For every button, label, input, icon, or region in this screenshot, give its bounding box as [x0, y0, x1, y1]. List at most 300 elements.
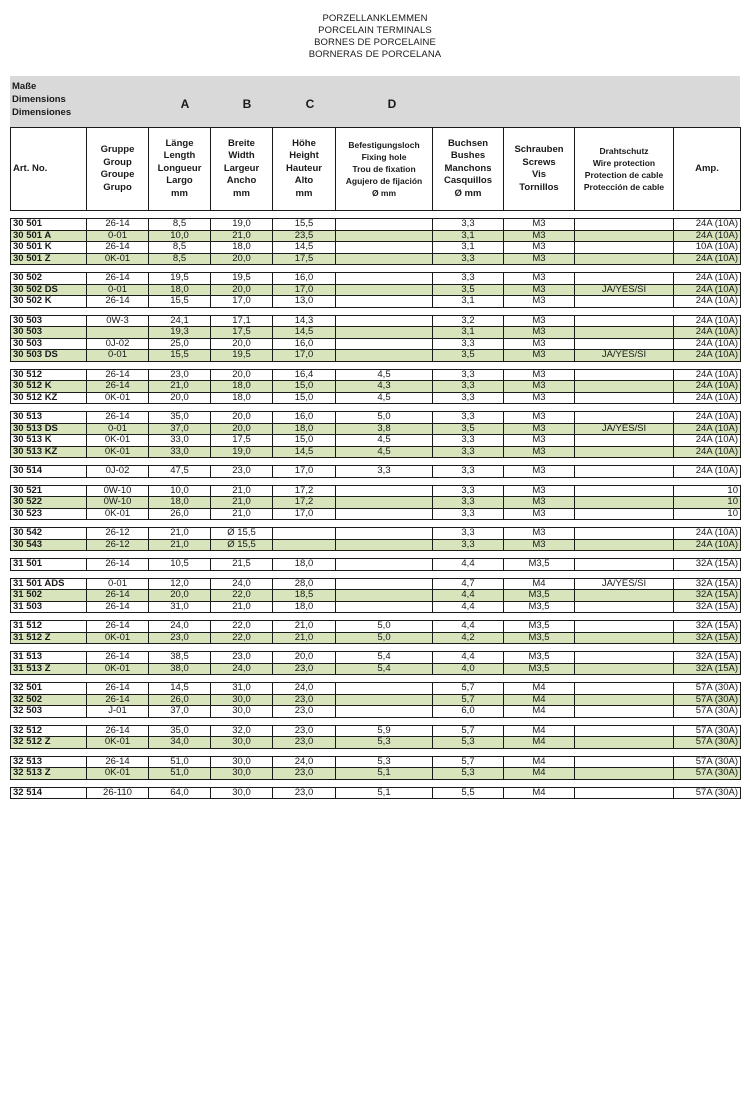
cell-screws: M3	[504, 381, 575, 393]
cell-group: 0K-01	[87, 768, 149, 780]
cell-fixing-hole	[336, 590, 433, 602]
spacer-row	[11, 644, 741, 652]
spacer-cell	[149, 361, 211, 369]
spacer-cell	[504, 717, 575, 725]
cell-wire-protection	[575, 315, 674, 327]
spacer-cell	[149, 644, 211, 652]
dimension-letter-c: C	[305, 97, 315, 111]
cell-fixing-hole	[336, 338, 433, 350]
cell-screws: M3,5	[504, 621, 575, 633]
spacer-cell	[575, 307, 674, 315]
cell-bushes: 3,3	[433, 508, 504, 520]
cell-screws: M3	[504, 497, 575, 509]
cell-wire-protection: JA/YES/SI	[575, 350, 674, 362]
cell-group: J-01	[87, 706, 149, 718]
spacer-cell	[674, 717, 741, 725]
cell-screws: M3,5	[504, 663, 575, 675]
cell-wire-protection: JA/YES/SI	[575, 578, 674, 590]
cell-group: 26-12	[87, 528, 149, 540]
cell-fixing-hole: 5,4	[336, 652, 433, 664]
table-row	[11, 694, 741, 706]
cell-screws: M4	[504, 737, 575, 749]
spacer-row	[11, 779, 741, 787]
cell-width: 21,0	[211, 601, 273, 613]
cell-height: 16,0	[273, 412, 336, 424]
cell-height: 18,0	[273, 559, 336, 571]
cell-bushes: 3,3	[433, 392, 504, 404]
cell-amp: 24A (10A)	[674, 539, 741, 551]
cell-bushes: 3,3	[433, 466, 504, 478]
cell-group: 26-110	[87, 787, 149, 799]
cell-amp: 24A (10A)	[674, 327, 741, 339]
cell-amp: 24A (10A)	[674, 273, 741, 285]
cell-group: 26-14	[87, 381, 149, 393]
cell-art-no: 32 513	[11, 756, 87, 768]
cell-screws: M3,5	[504, 601, 575, 613]
cell-bushes: 6,0	[433, 706, 504, 718]
spacer-cell	[273, 458, 336, 466]
cell-width: 18,0	[211, 242, 273, 254]
header-screws-line: Vis	[531, 169, 547, 180]
cell-width: 17,5	[211, 435, 273, 447]
cell-art-no: 32 503	[11, 706, 87, 718]
cell-width: 18,0	[211, 392, 273, 404]
table-row	[11, 508, 741, 520]
spacer-cell	[575, 717, 674, 725]
cell-group: 0K-01	[87, 253, 149, 265]
header-group	[87, 128, 149, 211]
cell-bushes: 5,7	[433, 725, 504, 737]
spacer-cell	[504, 570, 575, 578]
header-wire-protection-line: Drahtschutz	[599, 146, 649, 156]
cell-height: 16,0	[273, 338, 336, 350]
cell-amp: 32A (15A)	[674, 632, 741, 644]
cell-height: 13,0	[273, 296, 336, 308]
table-row	[11, 230, 741, 242]
cell-screws: M4	[504, 725, 575, 737]
cell-screws: M4	[504, 578, 575, 590]
spacer-cell	[87, 265, 149, 273]
spacer-row	[11, 211, 741, 219]
cell-art-no: 30 513 KZ	[11, 446, 87, 458]
cell-bushes: 5,3	[433, 768, 504, 780]
spacer-cell	[211, 361, 273, 369]
table-row	[11, 350, 741, 362]
cell-bushes: 3,3	[433, 539, 504, 551]
cell-wire-protection	[575, 601, 674, 613]
cell-wire-protection: JA/YES/SI	[575, 423, 674, 435]
cell-wire-protection	[575, 497, 674, 509]
spacer-row	[11, 477, 741, 485]
spacer-cell	[211, 265, 273, 273]
header-amp-line: Amp.	[695, 162, 719, 174]
spacer-cell	[149, 307, 211, 315]
cell-art-no: 30 501 K	[11, 242, 87, 254]
cell-length: 20,0	[149, 590, 211, 602]
table-row	[11, 435, 741, 447]
cell-height: 17,2	[273, 497, 336, 509]
cell-width: 17,0	[211, 296, 273, 308]
header-fixing-hole-line: Agujero de fijación	[345, 176, 423, 186]
spacer-cell	[674, 551, 741, 559]
cell-art-no: 32 513 Z	[11, 768, 87, 780]
cell-wire-protection	[575, 725, 674, 737]
cell-wire-protection	[575, 683, 674, 695]
cell-height	[273, 539, 336, 551]
cell-fixing-hole	[336, 497, 433, 509]
spacer-cell	[674, 265, 741, 273]
header-width-line: Largeur	[223, 162, 260, 174]
cell-screws: M3,5	[504, 590, 575, 602]
spacer-cell	[433, 477, 504, 485]
title-line-es: BORNERAS DE PORCELANA	[308, 49, 442, 60]
spacer-cell	[273, 570, 336, 578]
cell-height: 24,0	[273, 756, 336, 768]
table-row	[11, 559, 741, 571]
cell-height: 17,2	[273, 485, 336, 497]
spacer-cell	[336, 477, 433, 485]
cell-bushes: 5,5	[433, 787, 504, 799]
header-screws-line: Screws	[522, 156, 556, 168]
spacer-cell	[336, 361, 433, 369]
table-row	[11, 621, 741, 633]
spacer-cell	[11, 613, 87, 621]
cell-length: 23,0	[149, 632, 211, 644]
spacer-cell	[11, 458, 87, 466]
cell-art-no: 30 521	[11, 485, 87, 497]
cell-bushes: 3,5	[433, 350, 504, 362]
spacer-cell	[504, 361, 575, 369]
cell-wire-protection	[575, 632, 674, 644]
table-row	[11, 485, 741, 497]
cell-bushes: 3,3	[433, 435, 504, 447]
cell-wire-protection	[575, 369, 674, 381]
header-width-line: Ancho	[226, 175, 257, 187]
spacer-cell	[273, 675, 336, 683]
spacer-cell	[273, 520, 336, 528]
table-row	[11, 273, 741, 285]
table-row	[11, 381, 741, 393]
spacer-cell	[336, 307, 433, 315]
cell-wire-protection: JA/YES/SI	[575, 284, 674, 296]
cell-fixing-hole: 5,0	[336, 412, 433, 424]
cell-amp: 24A (10A)	[674, 230, 741, 242]
cell-fixing-hole	[336, 601, 433, 613]
spacer-cell	[11, 211, 87, 219]
cell-art-no: 30 503	[11, 315, 87, 327]
cell-screws: M4	[504, 768, 575, 780]
cell-length: 14,5	[149, 683, 211, 695]
spacer-cell	[211, 211, 273, 219]
cell-screws: M3	[504, 485, 575, 497]
cell-group: 0K-01	[87, 737, 149, 749]
cell-amp: 32A (15A)	[674, 621, 741, 633]
spacer-row	[11, 570, 741, 578]
cell-length: 21,0	[149, 528, 211, 540]
cell-wire-protection	[575, 508, 674, 520]
cell-art-no: 31 513	[11, 652, 87, 664]
cell-screws: M3	[504, 446, 575, 458]
cell-fixing-hole	[336, 683, 433, 695]
cell-fixing-hole	[336, 528, 433, 540]
cell-height: 18,0	[273, 423, 336, 435]
spacer-cell	[11, 779, 87, 787]
cell-screws: M4	[504, 706, 575, 718]
header-amp	[674, 128, 741, 211]
header-bushes-line: Casquillos	[443, 175, 493, 187]
cell-fixing-hole: 5,0	[336, 621, 433, 633]
cell-bushes: 3,1	[433, 242, 504, 254]
spacer-cell	[575, 458, 674, 466]
cell-width: 30,0	[211, 706, 273, 718]
cell-length: 10,0	[149, 485, 211, 497]
cell-group: 0W-10	[87, 497, 149, 509]
spacer-cell	[433, 717, 504, 725]
spacer-cell	[336, 779, 433, 787]
cell-length: 19,3	[149, 327, 211, 339]
cell-bushes: 3,3	[433, 446, 504, 458]
table-body	[11, 211, 741, 799]
cell-bushes: 4,4	[433, 652, 504, 664]
header-bushes-line: Manchons	[444, 162, 492, 174]
cell-fixing-hole	[336, 315, 433, 327]
cell-amp: 32A (15A)	[674, 652, 741, 664]
spacer-cell	[273, 748, 336, 756]
cell-height: 14,5	[273, 446, 336, 458]
cell-wire-protection	[575, 590, 674, 602]
cell-fixing-hole	[336, 284, 433, 296]
spacer-cell	[575, 361, 674, 369]
spacer-row	[11, 265, 741, 273]
cell-art-no: 30 543	[11, 539, 87, 551]
table-row	[11, 392, 741, 404]
cell-group: 0-01	[87, 578, 149, 590]
spacer-cell	[433, 613, 504, 621]
spacer-cell	[575, 265, 674, 273]
cell-height: 23,0	[273, 725, 336, 737]
cell-group: 0-01	[87, 284, 149, 296]
cell-fixing-hole: 3,3	[336, 466, 433, 478]
table-row	[11, 466, 741, 478]
spacer-cell	[504, 265, 575, 273]
table-row	[11, 528, 741, 540]
spacer-cell	[504, 675, 575, 683]
cell-group: 26-14	[87, 412, 149, 424]
table-row	[11, 601, 741, 613]
cell-width: 17,1	[211, 315, 273, 327]
header-height-line: Höhe	[292, 137, 316, 149]
spacer-cell	[504, 748, 575, 756]
spacer-cell	[336, 520, 433, 528]
cell-bushes: 3,3	[433, 219, 504, 231]
header-fixing-hole-line: Trou de fixation	[352, 164, 416, 174]
cell-art-no: 30 502 K	[11, 296, 87, 308]
dimensions-bar	[10, 76, 740, 127]
title-line-en: PORCELAIN TERMINALS	[318, 25, 432, 36]
cell-length: 24,0	[149, 621, 211, 633]
cell-bushes: 3,3	[433, 338, 504, 350]
spacer-cell	[575, 570, 674, 578]
spacer-cell	[211, 570, 273, 578]
cell-length: 33,0	[149, 435, 211, 447]
cell-width: 30,0	[211, 756, 273, 768]
cell-length: 64,0	[149, 787, 211, 799]
cell-art-no: 32 502	[11, 694, 87, 706]
cell-group: 26-14	[87, 559, 149, 571]
spacer-cell	[149, 570, 211, 578]
cell-group: 0J-02	[87, 466, 149, 478]
cell-art-no: 30 501	[11, 219, 87, 231]
cell-screws: M3	[504, 528, 575, 540]
spacer-cell	[433, 361, 504, 369]
cell-screws: M3	[504, 466, 575, 478]
spacer-row	[11, 404, 741, 412]
cell-amp: 10	[674, 508, 741, 520]
header-screws-line: Tornillos	[519, 181, 559, 193]
cell-screws: M3	[504, 539, 575, 551]
cell-height: 23,0	[273, 768, 336, 780]
spacer-cell	[433, 551, 504, 559]
cell-bushes: 5,3	[433, 737, 504, 749]
table-row	[11, 296, 741, 308]
cell-bushes: 5,7	[433, 756, 504, 768]
cell-height: 18,0	[273, 601, 336, 613]
cell-height: 18,5	[273, 590, 336, 602]
cell-screws: M3	[504, 435, 575, 447]
cell-length: 34,0	[149, 737, 211, 749]
cell-height: 20,0	[273, 652, 336, 664]
spacer-cell	[336, 458, 433, 466]
cell-width: 19,0	[211, 446, 273, 458]
spacer-cell	[273, 644, 336, 652]
cell-group: 0-01	[87, 423, 149, 435]
cell-height: 16,0	[273, 273, 336, 285]
cell-wire-protection	[575, 539, 674, 551]
cell-amp: 24A (10A)	[674, 446, 741, 458]
cell-art-no: 30 514	[11, 466, 87, 478]
cell-fixing-hole: 5,3	[336, 737, 433, 749]
spacer-cell	[433, 779, 504, 787]
spacer-cell	[11, 570, 87, 578]
spacer-cell	[11, 307, 87, 315]
spacer-cell	[504, 779, 575, 787]
cell-amp: 57A (30A)	[674, 787, 741, 799]
cell-width: 31,0	[211, 683, 273, 695]
spacer-cell	[674, 520, 741, 528]
cell-amp: 57A (30A)	[674, 768, 741, 780]
spacer-cell	[87, 458, 149, 466]
dimension-letter-d: D	[387, 97, 397, 111]
header-width	[211, 128, 273, 211]
spacer-cell	[504, 551, 575, 559]
table-row	[11, 578, 741, 590]
cell-wire-protection	[575, 446, 674, 458]
cell-fixing-hole: 5,1	[336, 768, 433, 780]
cell-screws: M3,5	[504, 559, 575, 571]
cell-height: 23,0	[273, 663, 336, 675]
cell-width: 23,0	[211, 466, 273, 478]
spacer-cell	[575, 613, 674, 621]
cell-fixing-hole	[336, 296, 433, 308]
cell-art-no: 30 523	[11, 508, 87, 520]
header-length-line: Longueur	[157, 162, 202, 174]
spacer-row	[11, 307, 741, 315]
cell-height: 23,5	[273, 230, 336, 242]
spacer-row	[11, 613, 741, 621]
cell-group: 26-14	[87, 725, 149, 737]
cell-art-no: 30 513	[11, 412, 87, 424]
spacer-cell	[674, 307, 741, 315]
cell-bushes: 3,3	[433, 381, 504, 393]
spacer-cell	[211, 717, 273, 725]
spacer-cell	[433, 265, 504, 273]
spacer-cell	[11, 477, 87, 485]
spacer-cell	[575, 520, 674, 528]
cell-width: 18,0	[211, 381, 273, 393]
cell-length: 23,0	[149, 369, 211, 381]
cell-wire-protection	[575, 412, 674, 424]
spacer-cell	[433, 404, 504, 412]
cell-art-no: 30 513 DS	[11, 423, 87, 435]
spacer-cell	[149, 520, 211, 528]
spacer-cell	[11, 717, 87, 725]
header-wire-protection-line: Protección de cable	[583, 182, 665, 192]
cell-height: 23,0	[273, 694, 336, 706]
spacer-cell	[273, 404, 336, 412]
cell-bushes: 4,0	[433, 663, 504, 675]
cell-screws: M3	[504, 327, 575, 339]
dimension-letter-b: B	[242, 97, 252, 111]
cell-height: 23,0	[273, 737, 336, 749]
spacer-cell	[87, 570, 149, 578]
cell-bushes: 3,3	[433, 485, 504, 497]
spacer-row	[11, 361, 741, 369]
spacer-cell	[273, 211, 336, 219]
cell-height: 21,0	[273, 621, 336, 633]
cell-fixing-hole: 5,4	[336, 663, 433, 675]
cell-wire-protection	[575, 242, 674, 254]
spacer-cell	[149, 675, 211, 683]
cell-fixing-hole: 4,5	[336, 435, 433, 447]
table-row	[11, 756, 741, 768]
cell-amp: 24A (10A)	[674, 315, 741, 327]
table-row	[11, 539, 741, 551]
cell-length: 38,0	[149, 663, 211, 675]
cell-art-no: 31 513 Z	[11, 663, 87, 675]
header-bushes-line: Bushes	[450, 150, 486, 162]
table-row	[11, 327, 741, 339]
cell-screws: M4	[504, 683, 575, 695]
cell-length: 8,5	[149, 219, 211, 231]
spacer-cell	[674, 458, 741, 466]
spacer-cell	[433, 520, 504, 528]
cell-group: 26-14	[87, 296, 149, 308]
header-fixing-hole	[336, 128, 433, 211]
spacer-cell	[575, 675, 674, 683]
table-row	[11, 284, 741, 296]
cell-length: 8,5	[149, 242, 211, 254]
cell-length: 24,1	[149, 315, 211, 327]
cell-length: 18,0	[149, 284, 211, 296]
spacer-cell	[149, 779, 211, 787]
cell-width: 21,5	[211, 559, 273, 571]
cell-group: 26-14	[87, 369, 149, 381]
cell-art-no: 30 503	[11, 338, 87, 350]
cell-height: 24,0	[273, 683, 336, 695]
spacer-cell	[211, 675, 273, 683]
header-length-line: mm	[171, 187, 188, 199]
cell-width: 20,0	[211, 423, 273, 435]
